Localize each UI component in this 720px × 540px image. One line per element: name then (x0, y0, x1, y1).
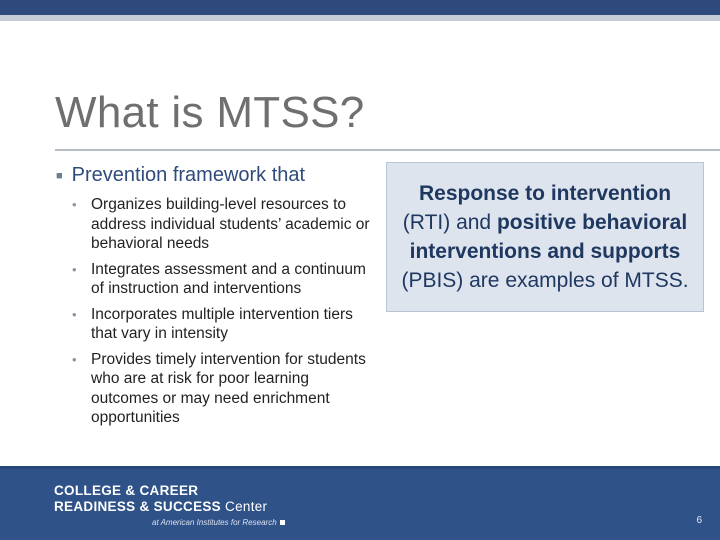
header-stripe (0, 15, 720, 21)
list-item-text: Integrates assessment and a continuum of instruction and interventions (91, 260, 366, 297)
list-item (72, 260, 372, 299)
square-bullet-icon: ■ (56, 170, 63, 182)
list-item (72, 195, 372, 254)
main-bullet-text: Prevention framework that (71, 164, 306, 186)
footer-bar (0, 466, 720, 540)
callout-text-end: (PBIS) are examples of MTSS. (401, 269, 689, 292)
bullet-dot-icon: • (72, 261, 77, 277)
slide-title: What is MTSS? (55, 88, 365, 137)
list-item (72, 305, 372, 344)
list-item-text: Provides timely intervention for students who are at risk for poor learning outcomes or may need enrichment opportunities (91, 350, 366, 426)
logo-line2-bold: READINESS & SUCCESS (54, 499, 221, 514)
bullet-dot-icon: • (72, 197, 77, 212)
logo-square-icon (280, 520, 285, 525)
logo-line1: COLLEGE & CAREER (54, 483, 199, 498)
list-item-text: Organizes building-level resources to address individual students’ academic or behavioral needs (91, 196, 370, 252)
logo-line3 (54, 518, 285, 527)
title-divider (55, 149, 720, 151)
organization-logo (54, 483, 285, 527)
list-item-text: Incorporates multiple intervention tiers that vary in intensity (91, 305, 353, 342)
list-item (72, 350, 372, 428)
logo-line2 (54, 499, 285, 514)
sub-bullet-list (72, 195, 372, 434)
header-bar (0, 0, 720, 15)
bullet-dot-icon: • (72, 351, 77, 367)
callout-bold-rti: Response to intervention (418, 182, 672, 205)
logo-line3-text: at American Institutes for Research (152, 518, 277, 527)
callout-text-rti: (RTI) and (402, 211, 497, 234)
callout-text (387, 179, 703, 295)
page-number: 6 (696, 515, 702, 526)
callout-box (386, 162, 704, 312)
main-bullet (56, 164, 305, 187)
footer-shade (0, 466, 720, 469)
bullet-dot-icon: • (72, 306, 77, 322)
callout-bold-pbis: positive behavioral interventions and supports (409, 211, 688, 263)
logo-line2-light: Center (220, 499, 268, 514)
